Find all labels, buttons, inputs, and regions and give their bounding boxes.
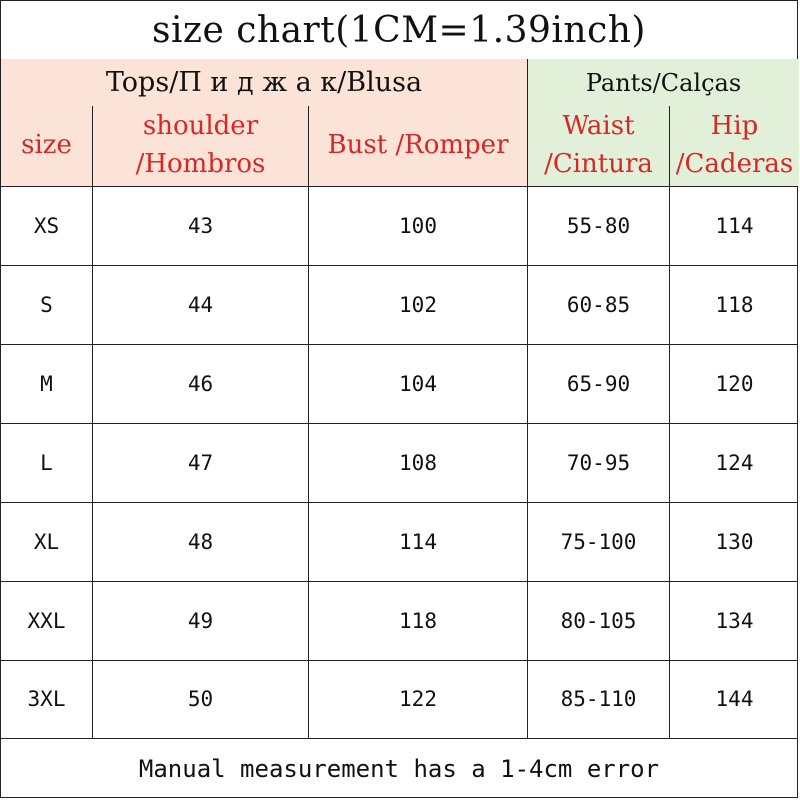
cell-size: S: [40, 292, 53, 317]
col-header-shoulder-line2: /Hombros: [135, 149, 266, 179]
section-tops-header: Tops/П и д ж а к/Blusa: [1, 59, 527, 106]
cell-size: M: [40, 371, 53, 396]
col-header-shoulder: [92, 106, 308, 186]
measurement-note: Manual measurement has a 1-4cm error: [138, 754, 660, 783]
cell-waist: 65-90: [527, 344, 669, 423]
col-header-shoulder-line1: shoulder: [142, 111, 259, 142]
cell-bust: 114: [308, 502, 527, 581]
cell-hip: 124: [669, 423, 799, 502]
table-row: [1, 423, 797, 502]
cell-waist: 70-95: [527, 423, 669, 502]
table-row: [1, 502, 797, 581]
cell-hip: 114: [669, 186, 799, 265]
cell-hip: 118: [669, 265, 799, 344]
cell-shoulder: 47: [92, 423, 308, 502]
cell-hip: 144: [669, 660, 799, 738]
cell-hip: 130: [669, 502, 799, 581]
cell-shoulder: 46: [92, 344, 308, 423]
section-pants-header: Pants/Calças: [527, 59, 799, 106]
col-header-hip: [669, 106, 799, 186]
cell-bust: 118: [308, 581, 527, 660]
table-row: [1, 265, 797, 344]
footer-row: [1, 738, 797, 799]
section-header-row: [1, 59, 797, 106]
cell-shoulder: 44: [92, 265, 308, 344]
cell-bust: 108: [308, 423, 527, 502]
col-header-waist-line1: Waist: [562, 111, 635, 142]
cell-bust: 122: [308, 660, 527, 738]
chart-title-row: [1, 1, 797, 59]
cell-shoulder: 48: [92, 502, 308, 581]
table-row: [1, 344, 797, 423]
cell-size: XS: [33, 213, 60, 238]
cell-hip: 134: [669, 581, 799, 660]
cell-shoulder: 50: [92, 660, 308, 738]
col-header-bust: Bust /Romper: [308, 106, 527, 186]
cell-shoulder: 43: [92, 186, 308, 265]
cell-bust: 102: [308, 265, 527, 344]
cell-bust: 100: [308, 186, 527, 265]
cell-size: XL: [33, 529, 60, 554]
col-header-size: size: [21, 130, 72, 161]
cell-bust: 104: [308, 344, 527, 423]
cell-size: 3XL: [27, 687, 66, 711]
cell-waist: 60-85: [527, 265, 669, 344]
column-header-row: [1, 106, 797, 186]
cell-size: XXL: [27, 608, 66, 633]
table-row: [1, 660, 797, 738]
cell-waist: 75-100: [527, 502, 669, 581]
col-header-waist-line2: /Cintura: [544, 149, 653, 179]
chart-title: size chart(1CM=1.39inch): [152, 9, 646, 51]
cell-hip: 120: [669, 344, 799, 423]
cell-size: L: [40, 450, 53, 475]
cell-waist: 85-110: [527, 660, 669, 738]
table-row: [1, 186, 797, 265]
col-header-hip-line1: Hip: [710, 111, 759, 142]
col-header-waist: [527, 106, 669, 186]
cell-shoulder: 49: [92, 581, 308, 660]
col-header-hip-line2: /Caderas: [675, 149, 794, 179]
table-row: [1, 581, 797, 660]
cell-waist: 55-80: [527, 186, 669, 265]
cell-waist: 80-105: [527, 581, 669, 660]
